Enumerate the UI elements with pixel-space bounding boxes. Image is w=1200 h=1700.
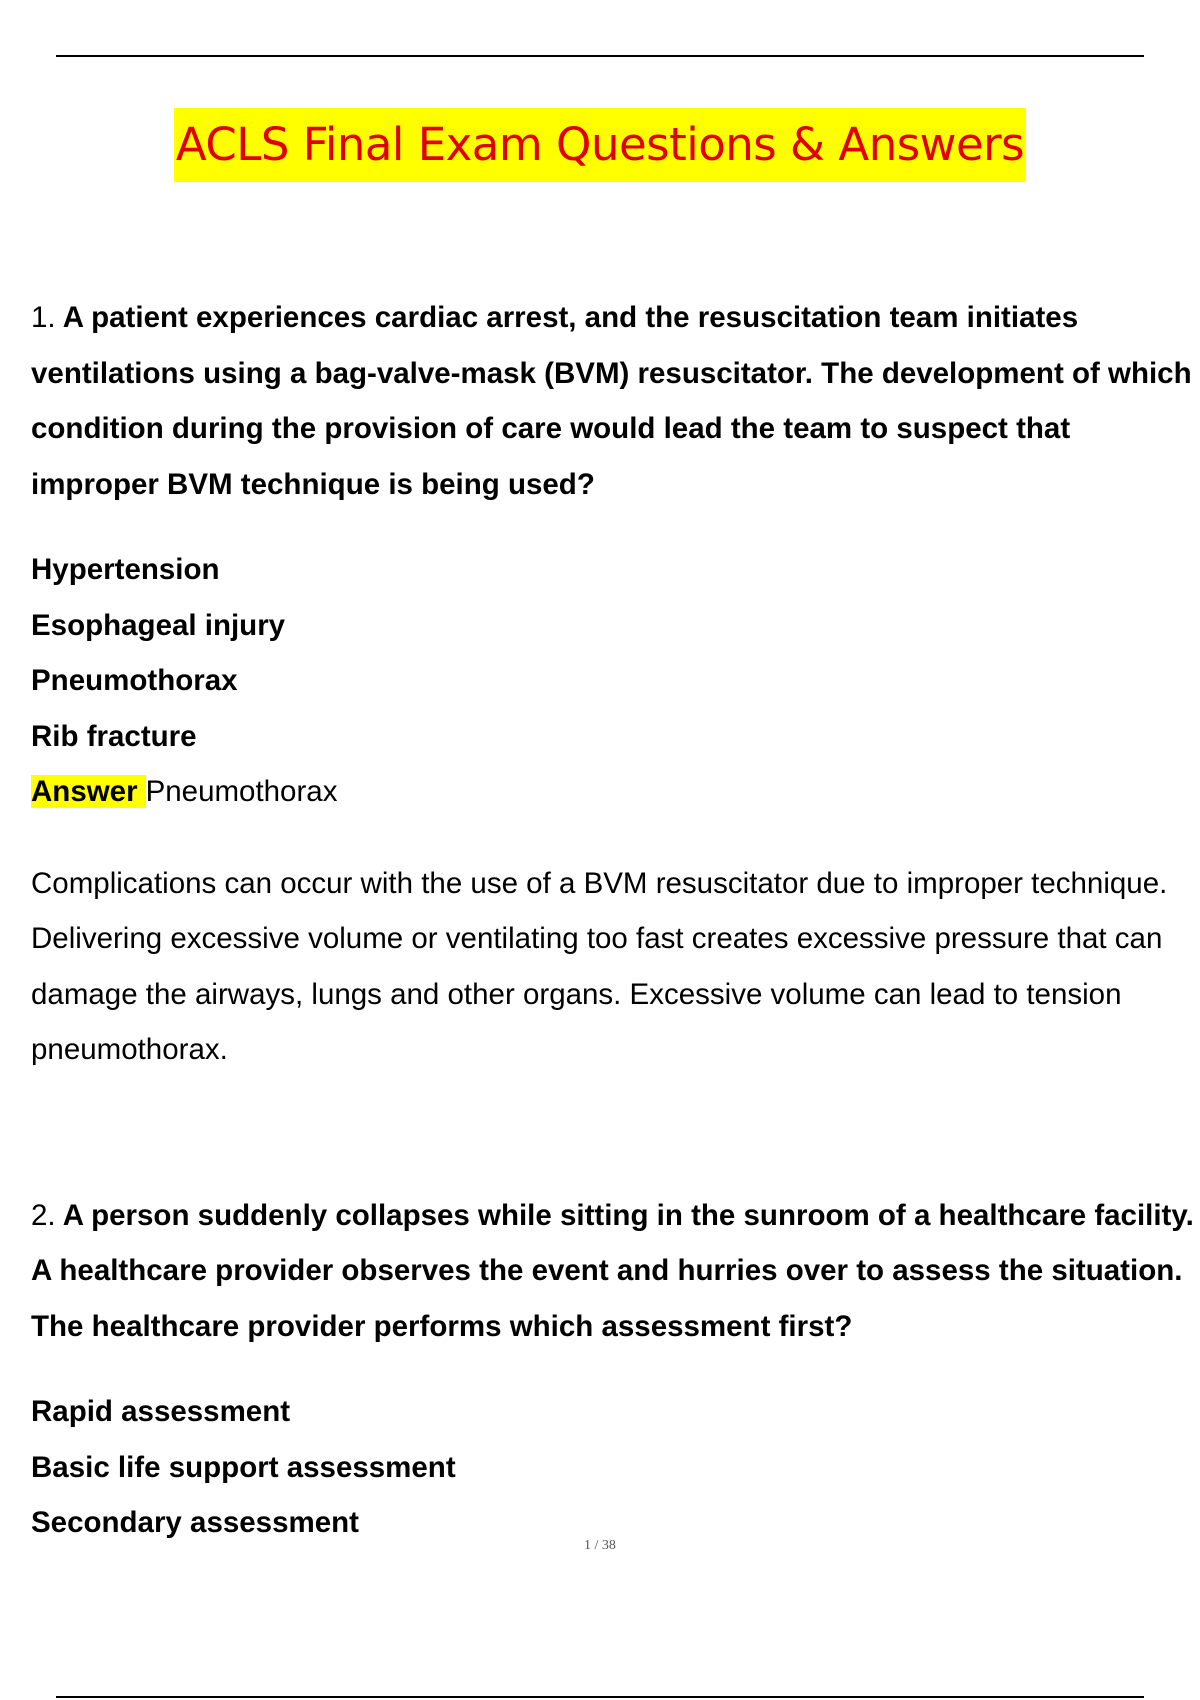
option-basic-life-support-assessment: Basic life support assessment	[31, 1450, 456, 1484]
question-1-number: 1.	[31, 301, 56, 334]
option-secondary-assessment: Secondary assessment	[31, 1506, 359, 1539]
answer-label: Answer	[31, 775, 146, 808]
question-2-prompt	[31, 1188, 1200, 1355]
question-1-options	[31, 542, 1200, 820]
option-rib-fracture: Rib fracture	[31, 719, 197, 753]
option-hypertension: Hypertension	[31, 553, 220, 586]
question-1	[31, 290, 1200, 1078]
document-title: ACLS Final Exam Questions & Answers	[174, 108, 1026, 182]
bottom-rule	[56, 1696, 1144, 1698]
question-1-prompt	[31, 290, 1200, 512]
question-1-explanation: Complications can occur with the use of a BVM resuscitator due to improper technique. Delivering excessive volume or ventilating too fast creates excessive pressure that can damage the airways, lungs and other organs. Excessive volume can lead to tension pneumothorax.	[31, 866, 1168, 1066]
option-rapid-assessment: Rapid assessment	[31, 1395, 291, 1428]
answer-value: Pneumothorax	[145, 775, 338, 808]
top-rule	[56, 55, 1144, 57]
page-indicator: 1 / 38	[584, 1538, 616, 1553]
question-2-options	[31, 1384, 1200, 1551]
document-body	[31, 290, 1200, 1551]
question-1-text: A patient experiences cardiac arrest, and the resuscitation team initiates ventilations using a bag-valve-mask (BVM) resuscitator. The development of which condition during the provision of care would lead the team to suspect that improper BVM technique is being used?	[31, 301, 1192, 501]
option-esophageal-injury: Esophageal injury	[31, 608, 286, 642]
question-1-answer	[31, 764, 1200, 820]
option-pneumothorax: Pneumothorax	[31, 664, 238, 697]
question-2	[31, 1188, 1200, 1551]
title-container	[0, 108, 1200, 182]
question-2-number: 2.	[31, 1198, 56, 1232]
question-2-text: A person suddenly collapses while sitting in the sunroom of a healthcare facility. A healthcare provider observes the event and hurries over to assess the situation. The healthcare provider performs which assessment first?	[31, 1198, 1194, 1343]
